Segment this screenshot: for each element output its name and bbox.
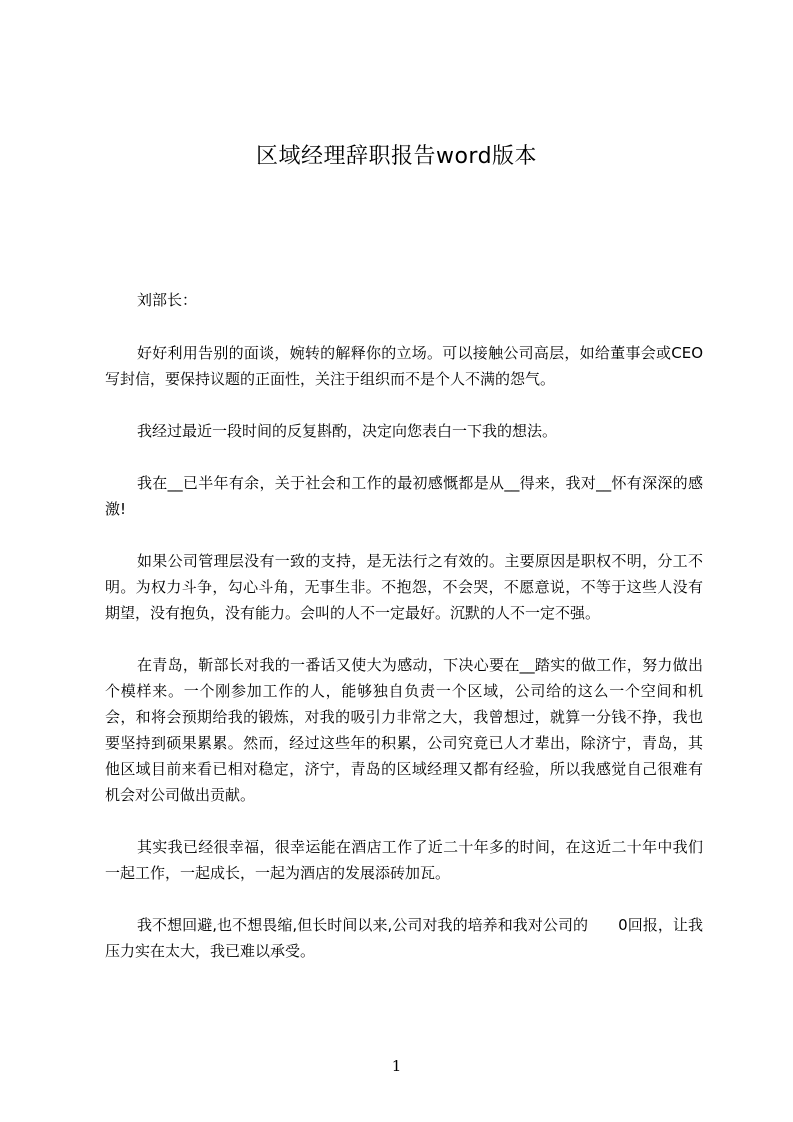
paragraph-4: 如果公司管理层没有一致的支持，是无法行之有效的。主要原因是职权不明，分工不明。为权力斗争，勾心斗角，无事生非。不抱怨，不会哭，不愿意说，不等于这些人没有期望，没有抱负，没有能力。会叫的人不一定最好。沉默的人不一定不强。 (105, 552, 703, 622)
paragraph-3: 我在__已半年有余，关于社会和工作的最初感慨都是从__得来，我对__怀有深深的感激! (105, 474, 703, 518)
paragraph-5: 在青岛，靳部长对我的一番话又使大为感动，下决心要在__踏实的做工作，努力做出个模样来。一个刚参加工作的人，能够独自负责一个区域，公司给的这么一个空间和机会，和将会预期给我的锻炼，对我的吸引力非常之大，我曾想过，就算一分钱不挣，我也要坚持到硕果累累。然而，经过这些年的积累，公司究竟已人才辈出，除济宁，青岛，其他区域目前来看已相对稳定，济宁，青岛的区域经理又都有经验，所以我感觉自己很难有机会对公司做出贡献。 (105, 656, 703, 804)
page-number: 1 (391, 1057, 402, 1075)
paragraph-6: 其实我已经很幸福，很幸运能在酒店工作了近二十年多的时间，在这近二十年中我们一起工作，一起成长，一起为酒店的发展添砖加瓦。 (105, 838, 703, 882)
salutation: 刘部长： (137, 291, 198, 309)
paragraph-7: 我不想回避,也不想畏缩,但长时间以来,公司对我的培养和我对公司的 0回报，让我压力实在太大，我已难以承受。 (105, 916, 703, 960)
document-title: 区域经理辞职报告word版本 (255, 144, 538, 169)
paragraph-1: 好好利用告别的面谈，婉转的解释你的立场。可以接触公司高层，如给董事会或CEO写封信，要保持议题的正面性，关注于组织而不是个人不满的怨气。 (105, 344, 703, 388)
paragraph-2: 我经过最近一段时间的反复斟酌，决定向您表白一下我的想法。 (137, 422, 558, 440)
document-body (105, 288, 703, 990)
